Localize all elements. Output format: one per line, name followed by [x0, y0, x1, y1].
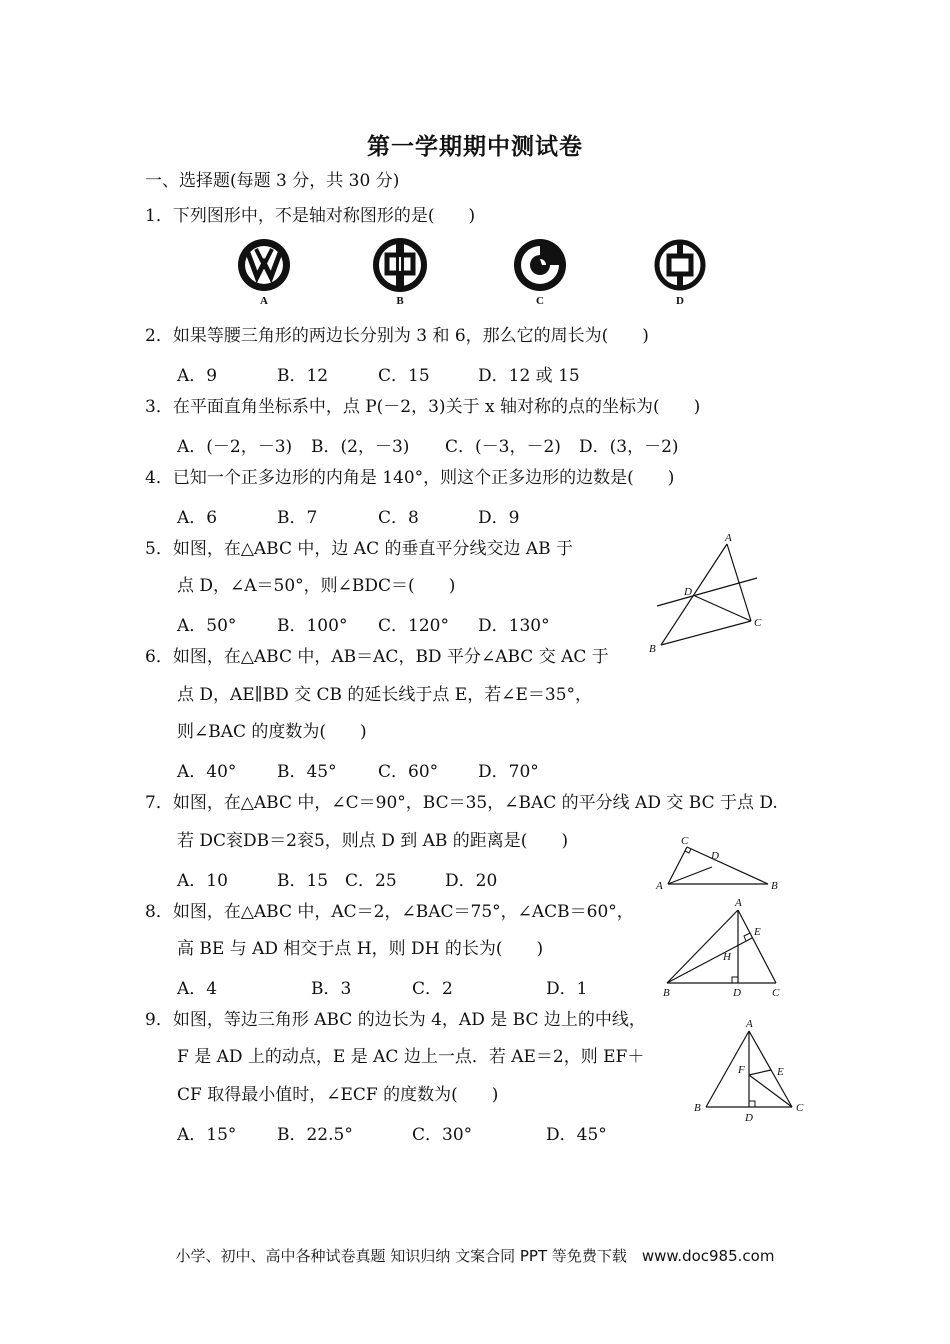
question-1-text: 1．下列图形中，不是轴对称图形的是( ) — [145, 206, 476, 226]
q9-label-e: E — [777, 1066, 784, 1078]
q5-option-b: B．100° — [277, 616, 348, 636]
q5-triangle-figure — [645, 530, 770, 660]
q2-option-d: D．12 或 15 — [478, 366, 580, 386]
q7-label-d: D — [711, 850, 719, 862]
q6-option-a: A．40° — [177, 762, 237, 782]
question-6-line-3: 则∠BAC 的度数为( ) — [177, 722, 367, 742]
bank-of-china-logo-icon — [372, 237, 428, 293]
vw-logo-icon — [236, 237, 292, 293]
q5-label-c: C — [754, 617, 762, 629]
q8-label-c: C — [772, 987, 780, 999]
q9-option-d: D．45° — [546, 1125, 607, 1145]
question-7-line-2: 若 DC衮DB＝2衮5，则点 D 到 AB 的距离是( ) — [177, 831, 569, 851]
q8-option-c: C．2 — [412, 979, 453, 999]
q8-option-b: B．3 — [311, 979, 352, 999]
q7-label-b: B — [771, 880, 778, 892]
q5-option-d: D．130° — [478, 616, 550, 636]
q4-option-d: D．9 — [478, 508, 520, 528]
q6-option-c: C．60° — [378, 762, 439, 782]
question-8-line-1: 8．如图，在△ABC 中，AC＝2，∠BAC＝75°，∠ACB＝60°， — [145, 902, 634, 922]
q9-label-a: A — [746, 1018, 753, 1030]
q8-label-b: B — [663, 987, 670, 999]
q8-label-h: H — [723, 951, 731, 963]
q8-label-a: A — [735, 897, 742, 909]
q9-label-f: F — [738, 1064, 745, 1076]
q2-option-c: C．15 — [378, 366, 430, 386]
q5-label-b: B — [649, 643, 656, 655]
logo-label-b: B — [396, 295, 404, 307]
q7-option-b: B．15 — [277, 871, 329, 891]
q3-option-d: D．(3，－2) — [579, 437, 679, 457]
q7-option-c: C．25 — [345, 871, 397, 891]
q6-option-b: B．45° — [277, 762, 337, 782]
q2-option-b: B．12 — [277, 366, 329, 386]
q7-label-c: C — [681, 835, 689, 847]
question-9-line-2: F 是 AD 上的动点，E 是 AC 边上一点．若 AE＝2，则 EF＋ — [177, 1047, 645, 1067]
page-title: 第一学期期中测试卷 — [367, 134, 583, 160]
spiral-logo-icon — [512, 237, 568, 293]
q7-option-d: D．20 — [445, 871, 498, 891]
logo-label-a: A — [260, 295, 268, 307]
q6-option-d: D．70° — [478, 762, 539, 782]
footer-text: 小学、初中、高中各种试卷真题 知识归纳 文案合同 PPT 等免费下载 www.doc985.com — [175, 1247, 775, 1265]
coin-logo-icon — [652, 237, 708, 293]
q2-option-a: A．9 — [177, 366, 218, 386]
q8-option-a: A．4 — [177, 979, 218, 999]
q9-option-a: A．15° — [177, 1125, 237, 1145]
question-2-text: 2．如果等腰三角形的两边长分别为 3 和 6，那么它的周长为( ) — [145, 326, 649, 346]
q8-label-d: D — [733, 987, 741, 999]
question-5-line-2: 点 D，∠A＝50°，则∠BDC＝( ) — [177, 576, 456, 596]
question-8-line-2: 高 BE 与 AD 相交于点 H，则 DH 的长为( ) — [177, 939, 544, 959]
q5-label-a: A — [725, 532, 732, 544]
q4-option-c: C．8 — [378, 508, 419, 528]
q3-option-c: C．(－3，－2) — [445, 437, 561, 457]
logo-label-d: D — [676, 295, 684, 307]
q3-option-a: A．(－2，－3) — [177, 437, 293, 457]
q7-label-a: A — [656, 880, 663, 892]
logo-label-c: C — [536, 295, 544, 307]
q4-option-b: B．7 — [277, 508, 318, 528]
q7-option-a: A．10 — [177, 871, 228, 891]
q7-triangle-figure — [650, 830, 785, 892]
q3-option-b: B．(2，－3) — [311, 437, 410, 457]
q9-triangle-figure — [688, 1015, 813, 1130]
question-4-text: 4．已知一个正多边形的内角是 140°，则这个正多边形的边数是( ) — [145, 468, 675, 488]
q8-label-e: E — [754, 926, 761, 938]
q8-triangle-figure — [655, 895, 790, 1005]
q5-option-a: A．50° — [177, 616, 237, 636]
question-3-text: 3．在平面直角坐标系中，点 P(－2，3)关于 x 轴对称的点的坐标为( ) — [145, 397, 701, 417]
question-9-line-1: 9．如图，等边三角形 ABC 的边长为 4，AD 是 BC 边上的中线， — [145, 1010, 646, 1030]
q5-label-d: D — [684, 586, 692, 598]
section-heading: 一、选择题(每题 3 分，共 30 分) — [145, 171, 400, 191]
q9-option-b: B．22.5° — [277, 1125, 353, 1145]
question-6-line-1: 6．如图，在△ABC 中，AB＝AC，BD 平分∠ABC 交 AC 于 — [145, 647, 609, 667]
q9-option-c: C．30° — [412, 1125, 473, 1145]
q9-label-d: D — [745, 1112, 753, 1124]
question-7-line-1: 7．如图，在△ABC 中，∠C＝90°，BC＝35，∠BAC 的平分线 AD 交 BC 于点 D. — [145, 793, 778, 813]
q4-option-a: A．6 — [177, 508, 218, 528]
q9-label-b: B — [694, 1102, 701, 1114]
question-9-line-3: CF 取得最小值时，∠ECF 的度数为( ) — [177, 1085, 499, 1105]
q9-label-c: C — [796, 1102, 804, 1114]
q5-option-c: C．120° — [378, 616, 449, 636]
question-5-line-1: 5．如图，在△ABC 中，边 AC 的垂直平分线交边 AB 于 — [145, 539, 574, 559]
q8-option-d: D．1 — [546, 979, 588, 999]
question-6-line-2: 点 D，AE∥BD 交 CB 的延长线于点 E，若∠E＝35°， — [177, 685, 593, 705]
